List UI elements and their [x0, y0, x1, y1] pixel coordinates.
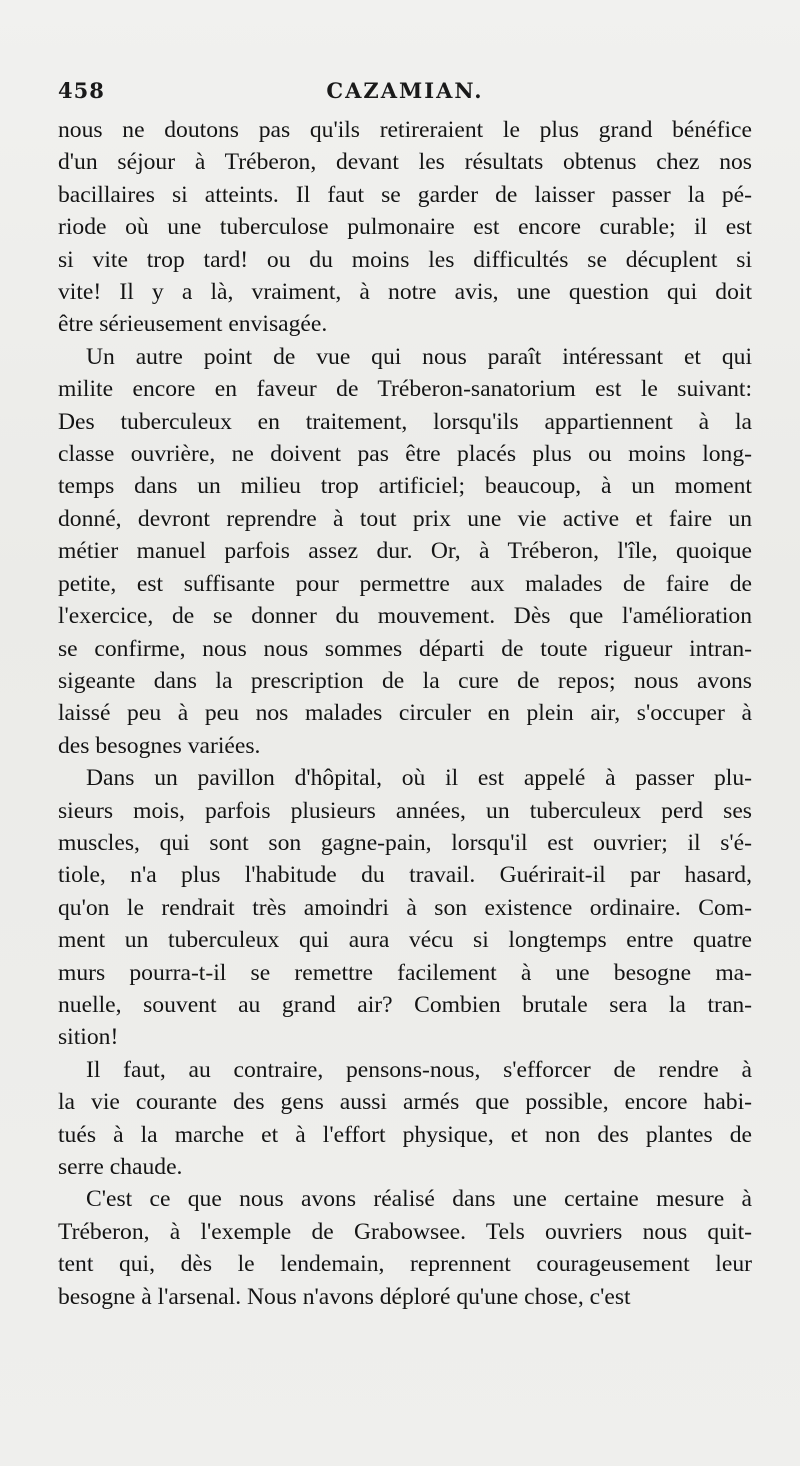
text-line: sition!: [58, 1024, 119, 1051]
text-line: muscles, qui sont son gagne-pain, lorsqu'il est ouvrier; il s'é-: [58, 829, 752, 856]
paragraph: [58, 341, 752, 762]
text-line: petite, est suffisante pour permettre aux malades de faire de: [58, 570, 752, 597]
running-head: CAZAMIAN.: [326, 78, 484, 103]
text-line: riode où une tuberculose pulmonaire est encore curable; il est: [58, 214, 752, 241]
text-line: se confirme, nous nous sommes départi de toute rigueur intran-: [58, 635, 752, 662]
text-line: qu'on le rendrait très amoindri à son existence ordinaire. Com-: [58, 894, 752, 921]
text-line: Tréberon, à l'exemple de Grabowsee. Tels ouvriers nous quit-: [58, 1218, 752, 1245]
text-line: métier manuel parfois assez dur. Or, à Tréberon, l'île, quoique: [58, 538, 752, 565]
text-line: classe ouvrière, ne doivent pas être placés plus ou moins long-: [58, 441, 752, 468]
text-line: sieurs mois, parfois plusieurs années, un tuberculeux perd ses: [58, 797, 752, 824]
text-line: temps dans un milieu trop artificiel; beaucoup, à un moment: [58, 473, 752, 500]
text-line: des besognes variées.: [58, 732, 261, 759]
text-line: C'est ce que nous avons réalisé dans une certaine mesure à: [86, 1186, 752, 1213]
text-line: Dans un pavillon d'hôpital, où il est appelé à passer plu-: [86, 765, 752, 792]
text-line: laissé peu à peu nos malades circuler en plein air, s'occuper à: [58, 700, 752, 727]
text-line: murs pourra-t-il se remettre facilement à une besogne ma-: [58, 959, 752, 986]
text-line: sigeante dans la prescription de la cure de repos; nous avons: [58, 667, 752, 694]
text-line: serre chaude.: [58, 1154, 183, 1180]
text-line: d'un séjour à Tréberon, devant les résultats obtenus chez nos: [58, 149, 752, 176]
paragraph: [58, 114, 752, 341]
text-line: tent qui, dès le lendemain, reprennent courageusement leur: [58, 1251, 752, 1278]
text-line: la vie courante des gens aussi armés que possible, encore habi-: [58, 1089, 752, 1116]
paragraph: [58, 1183, 752, 1313]
text-line: l'exercice, de se donner du mouvement. Dès que l'amélioration: [58, 603, 752, 630]
paragraph: [58, 762, 752, 1054]
text-line: vite! Il y a là, vraiment, à notre avis, une question qui doit: [58, 279, 752, 306]
page-number: 458: [58, 78, 105, 103]
text-line: être sérieusement envisagée.: [58, 311, 328, 338]
text-line: besogne à l'arsenal. Nous n'avons déploré qu'une chose, c'est: [58, 1283, 631, 1310]
text-line: tiole, n'a plus l'habitude du travail. Guérirait-il par hasard,: [58, 862, 752, 889]
text-line: donné, devront reprendre à tout prix une vie active et faire un: [58, 505, 752, 532]
text-line: tués à la marche et à l'effort physique, et non des plantes de: [58, 1121, 752, 1148]
text-line: nuelle, souvent au grand air? Combien brutale sera la tran-: [58, 991, 752, 1018]
text-line: bacillaires si atteints. Il faut se garder de laisser passer la pé-: [58, 181, 752, 208]
page-header: [58, 78, 752, 108]
text-line: nous ne doutons pas qu'ils retireraient le plus grand bénéfice: [58, 117, 752, 143]
text-line: Un autre point de vue qui nous paraît intéressant et qui: [86, 343, 752, 370]
body-text: [58, 114, 752, 1313]
text-line: Il faut, au contraire, pensons-nous, s'efforcer de rendre à: [86, 1056, 752, 1083]
text-line: Des tuberculeux en traitement, lorsqu'ils appartiennent à la: [58, 408, 752, 435]
text-line: si vite trop tard! ou du moins les difficultés se décuplent si: [58, 246, 752, 273]
text-line: ment un tuberculeux qui aura vécu si longtemps entre quatre: [58, 927, 752, 954]
paragraph: [58, 1054, 752, 1184]
text-line: milite encore en faveur de Tréberon-sanatorium est le suivant:: [58, 376, 752, 403]
